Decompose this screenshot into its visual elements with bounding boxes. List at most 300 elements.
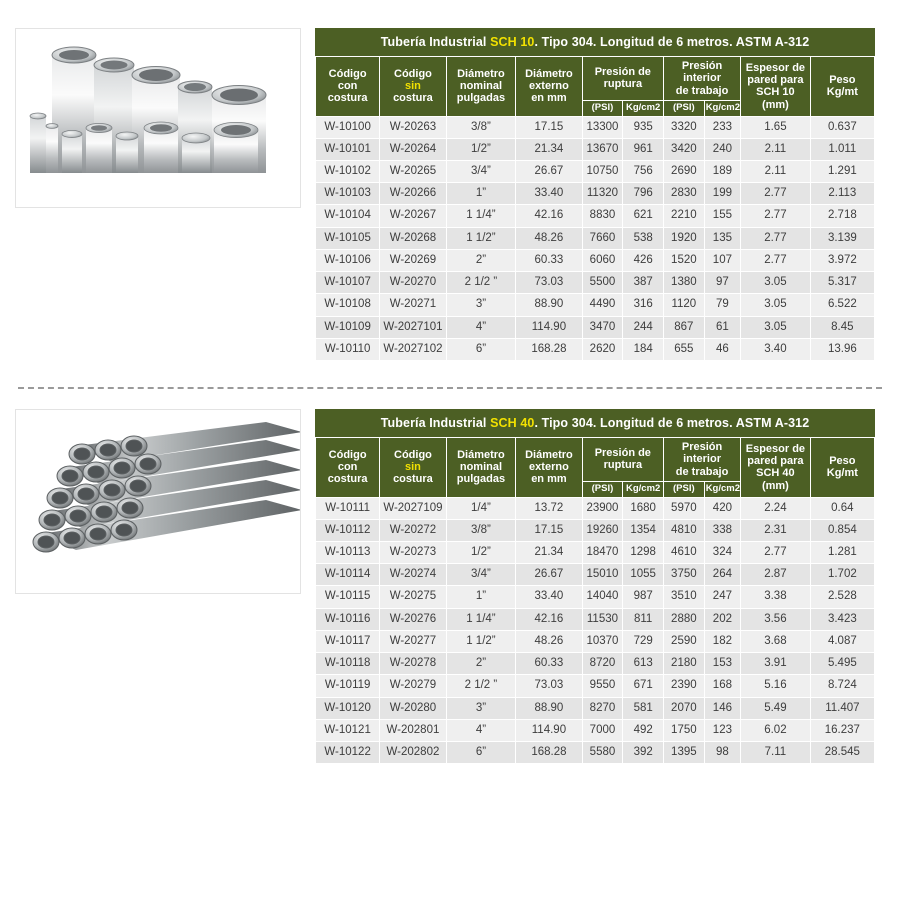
title-prefix-2: Tubería Industrial	[380, 415, 491, 430]
table-cell-c9: 16.237	[810, 719, 874, 741]
th-diametro-externo-1: Diámetro externo en mm	[516, 57, 582, 117]
table-cell-c7: 338	[704, 519, 740, 541]
table-cell-c7: 324	[704, 541, 740, 563]
espesor-top-2: Espesor de	[745, 442, 806, 455]
table-cell-c5: 987	[623, 586, 664, 608]
table-cell-c6: 2690	[664, 161, 705, 183]
table-cell-c7: 233	[704, 116, 740, 138]
table-cell-c5: 492	[623, 719, 664, 741]
table-cell-c1: W-20266	[380, 183, 446, 205]
table-cell-c3: 17.15	[516, 519, 582, 541]
table-cell-c7: 61	[704, 316, 740, 338]
table-cell-c5: 387	[623, 272, 664, 294]
table-cell-c4: 19260	[582, 519, 623, 541]
table-cell-c5: 935	[623, 116, 664, 138]
table-cell-c1: W-202802	[380, 741, 446, 763]
table-cell-c3: 88.90	[516, 697, 582, 719]
espesor-top-1: Espesor de	[745, 61, 806, 74]
table-cell-c4: 18470	[582, 541, 623, 563]
table-row	[316, 675, 875, 697]
table-cell-c2: 3/8”	[446, 519, 516, 541]
table-cell-c2: 1”	[446, 586, 516, 608]
pipe-spec-table-sch10	[315, 28, 875, 361]
table-cell-c3: 33.40	[516, 183, 582, 205]
table-cell-c6: 2070	[664, 697, 705, 719]
table-cell-c8: 5.16	[741, 675, 811, 697]
table-cell-c6: 5970	[664, 497, 705, 519]
table-cell-c4: 10750	[582, 161, 623, 183]
table-cell-c9: 2.113	[810, 183, 874, 205]
table-body-sch10	[316, 116, 875, 360]
table-cell-c0: W-10107	[316, 272, 380, 294]
table-cell-c3: 60.33	[516, 249, 582, 271]
title-highlight-2: SCH 40	[490, 415, 535, 430]
table-cell-c3: 168.28	[516, 338, 582, 360]
table-cell-c3: 114.90	[516, 719, 582, 741]
table-cell-c9: 1.291	[810, 161, 874, 183]
table-cell-c1: W-20271	[380, 294, 446, 316]
table-cell-c9: 11.407	[810, 697, 874, 719]
table-cell-c2: 3”	[446, 294, 516, 316]
table-cell-c2: 1 1/4”	[446, 205, 516, 227]
table-title-sch40	[315, 409, 875, 437]
table-cell-c5: 392	[623, 741, 664, 763]
th-presion-ruptura-1: Presión de ruptura	[582, 57, 663, 101]
table-cell-c0: W-10117	[316, 630, 380, 652]
th-sub-kgcm2-ruptura-2: Kg/cm2	[623, 481, 664, 497]
table-cell-c2: 3/8”	[446, 116, 516, 138]
table-cell-c6: 2180	[664, 653, 705, 675]
table-cell-c1: W-20272	[380, 519, 446, 541]
table-cell-c1: W-2027101	[380, 316, 446, 338]
table-cell-c0: W-10111	[316, 497, 380, 519]
table-cell-c2: 2 1/2 ”	[446, 675, 516, 697]
table-cell-c5: 1680	[623, 497, 664, 519]
pipe-bundle-illustration-2	[16, 410, 300, 593]
table-cell-c5: 756	[623, 161, 664, 183]
table-cell-c6: 3320	[664, 116, 705, 138]
th-codigo-sin-costura-2: Código sin costura	[380, 437, 446, 497]
table-row	[316, 138, 875, 160]
table-cell-c6: 1920	[664, 227, 705, 249]
table-cell-c2: 1/2”	[446, 541, 516, 563]
table-cell-c2: 1 1/4”	[446, 608, 516, 630]
table-cell-c1: W-20274	[380, 564, 446, 586]
table-cell-c9: 2.718	[810, 205, 874, 227]
th-peso-1: Peso Kg/mt	[810, 57, 874, 117]
th-sub-kgcm2-trabajo-2: Kg/cm2	[704, 481, 740, 497]
espesor-unit-1: (mm)	[761, 98, 789, 111]
table-cell-c7: 264	[704, 564, 740, 586]
th-peso-2: Peso Kg/mt	[810, 437, 874, 497]
steel-pipe-bundle-photo-1	[15, 28, 301, 208]
table-cell-c3: 21.34	[516, 541, 582, 563]
table-row	[316, 338, 875, 360]
table-cell-c5: 538	[623, 227, 664, 249]
table-cell-c4: 13670	[582, 138, 623, 160]
th-sub-psi-ruptura-2: (PSI)	[582, 481, 623, 497]
table-cell-c8: 2.24	[741, 497, 811, 519]
table-cell-c5: 426	[623, 249, 664, 271]
table-cell-c8: 6.02	[741, 719, 811, 741]
table-cell-c3: 26.67	[516, 564, 582, 586]
table-cell-c6: 2880	[664, 608, 705, 630]
table-cell-c1: W-20263	[380, 116, 446, 138]
table-cell-c8: 3.91	[741, 653, 811, 675]
table-cell-c3: 114.90	[516, 316, 582, 338]
table-cell-c2: 6”	[446, 338, 516, 360]
table-row	[316, 697, 875, 719]
table-cell-c9: 5.317	[810, 272, 874, 294]
th-sub-kgcm2-ruptura-1: Kg/cm2	[623, 100, 664, 116]
table-cell-c6: 655	[664, 338, 705, 360]
table-cell-c1: W-20269	[380, 249, 446, 271]
table-cell-c5: 671	[623, 675, 664, 697]
table-cell-c4: 7660	[582, 227, 623, 249]
table-cell-c8: 3.40	[741, 338, 811, 360]
table-cell-c2: 4”	[446, 316, 516, 338]
table-cell-c4: 5580	[582, 741, 623, 763]
table-cell-c7: 98	[704, 741, 740, 763]
table-cell-c3: 73.03	[516, 675, 582, 697]
espesor-mid-1: pared para	[747, 73, 804, 86]
table-row	[316, 316, 875, 338]
pipe-bundle-illustration-1	[16, 29, 300, 207]
table-cell-c1: W-20265	[380, 161, 446, 183]
table-cell-c3: 33.40	[516, 586, 582, 608]
table-row	[316, 719, 875, 741]
th-presion-trabajo-2: Presión interior de trabajo	[664, 437, 741, 481]
table-cell-c3: 60.33	[516, 653, 582, 675]
table-cell-c1: W-20280	[380, 697, 446, 719]
table-row	[316, 741, 875, 763]
table-cell-c4: 7000	[582, 719, 623, 741]
table-cell-c6: 3510	[664, 586, 705, 608]
title-suffix-1: . Tipo 304. Longitud de 6 metros. ASTM A-312	[534, 35, 810, 49]
table-row	[316, 116, 875, 138]
table-row	[316, 161, 875, 183]
table-cell-c5: 1298	[623, 541, 664, 563]
table-cell-c9: 1.281	[810, 541, 874, 563]
table-cell-c3: 13.72	[516, 497, 582, 519]
espesor-sch-1: SCH 10	[756, 86, 795, 99]
table-cell-c2: 3/4”	[446, 161, 516, 183]
table-cell-c1: W-20279	[380, 675, 446, 697]
table-cell-c7: 189	[704, 161, 740, 183]
table-row	[316, 183, 875, 205]
image-column-1	[0, 28, 315, 208]
table-cell-c7: 247	[704, 586, 740, 608]
table-cell-c1: W-20278	[380, 653, 446, 675]
table-cell-c1: W-20277	[380, 630, 446, 652]
table-row	[316, 249, 875, 271]
table-cell-c0: W-10120	[316, 697, 380, 719]
table-cell-c3: 48.26	[516, 227, 582, 249]
table-cell-c6: 3750	[664, 564, 705, 586]
table-cell-c9: 1.011	[810, 138, 874, 160]
table-cell-c9: 5.495	[810, 653, 874, 675]
table-cell-c8: 5.49	[741, 697, 811, 719]
table-cell-c2: 1/4”	[446, 497, 516, 519]
table-row	[316, 541, 875, 563]
table-cell-c5: 613	[623, 653, 664, 675]
table-cell-c4: 8720	[582, 653, 623, 675]
table-cell-c7: 182	[704, 630, 740, 652]
table-cell-c4: 11530	[582, 608, 623, 630]
table-cell-c9: 3.972	[810, 249, 874, 271]
table-cell-c1: W-20268	[380, 227, 446, 249]
table-row	[316, 564, 875, 586]
th-codigo-con-costura-2: Código con costura	[316, 437, 380, 497]
table-cell-c4: 6060	[582, 249, 623, 271]
table-cell-c4: 23900	[582, 497, 623, 519]
table-cell-c8: 3.38	[741, 586, 811, 608]
image-column-2	[0, 409, 315, 594]
table-cell-c7: 168	[704, 675, 740, 697]
table-cell-c1: W-20270	[380, 272, 446, 294]
section-sch10	[0, 0, 900, 361]
table-row	[316, 519, 875, 541]
table-cell-c0: W-10106	[316, 249, 380, 271]
table-cell-c3: 42.16	[516, 205, 582, 227]
table-cell-c0: W-10105	[316, 227, 380, 249]
table-cell-c3: 88.90	[516, 294, 582, 316]
table-cell-c4: 13300	[582, 116, 623, 138]
steel-pipe-bundle-photo-2	[15, 409, 301, 594]
table-cell-c8: 2.77	[741, 541, 811, 563]
th-sub-psi-ruptura-1: (PSI)	[582, 100, 623, 116]
table-cell-c9: 4.087	[810, 630, 874, 652]
table-column-2	[315, 409, 900, 764]
title-suffix-2: . Tipo 304. Longitud de 6 metros. ASTM A-312	[534, 415, 810, 430]
title-highlight-1: SCH 10	[490, 35, 535, 49]
table-cell-c0: W-10104	[316, 205, 380, 227]
table-cell-c8: 2.87	[741, 564, 811, 586]
table-cell-c7: 123	[704, 719, 740, 741]
table-cell-c3: 21.34	[516, 138, 582, 160]
th-diametro-nominal-2: Diámetro nominal pulgadas	[446, 437, 516, 497]
table-row	[316, 294, 875, 316]
table-cell-c2: 4”	[446, 719, 516, 741]
table-cell-c5: 244	[623, 316, 664, 338]
table-cell-c6: 2590	[664, 630, 705, 652]
table-cell-c8: 3.68	[741, 630, 811, 652]
table-cell-c1: W-2027109	[380, 497, 446, 519]
table-cell-c7: 135	[704, 227, 740, 249]
pipes-vector-2	[16, 410, 301, 594]
table-cell-c8: 3.05	[741, 272, 811, 294]
pipe-spec-table-sch40	[315, 409, 875, 764]
table-cell-c2: 2”	[446, 653, 516, 675]
table-column-1	[315, 28, 900, 361]
table-cell-c8: 3.56	[741, 608, 811, 630]
table-cell-c1: W-202801	[380, 719, 446, 741]
table-cell-c8: 2.77	[741, 183, 811, 205]
header-row-main-2	[316, 437, 875, 481]
table-cell-c9: 3.139	[810, 227, 874, 249]
table-cell-c8: 2.11	[741, 138, 811, 160]
table-cell-c6: 4810	[664, 519, 705, 541]
table-cell-c2: 1 1/2”	[446, 630, 516, 652]
table-cell-c0: W-10103	[316, 183, 380, 205]
table-cell-c1: W-2027102	[380, 338, 446, 360]
th-presion-trabajo-1: Presión interior de trabajo	[664, 57, 741, 101]
table-cell-c6: 2210	[664, 205, 705, 227]
table-cell-c6: 2830	[664, 183, 705, 205]
table-cell-c2: 3/4”	[446, 564, 516, 586]
table-cell-c1: W-20275	[380, 586, 446, 608]
table-cell-c0: W-10108	[316, 294, 380, 316]
table-cell-c2: 1/2”	[446, 138, 516, 160]
table-cell-c9: 8.724	[810, 675, 874, 697]
th-sub-psi-trabajo-1: (PSI)	[664, 100, 705, 116]
table-cell-c9: 1.702	[810, 564, 874, 586]
table-cell-c9: 13.96	[810, 338, 874, 360]
table-cell-c9: 28.545	[810, 741, 874, 763]
table-cell-c5: 811	[623, 608, 664, 630]
table-cell-c7: 97	[704, 272, 740, 294]
table-cell-c3: 26.67	[516, 161, 582, 183]
th-sub-kgcm2-trabajo-1: Kg/cm2	[704, 100, 740, 116]
table-row	[316, 630, 875, 652]
table-cell-c1: W-20264	[380, 138, 446, 160]
table-cell-c5: 621	[623, 205, 664, 227]
table-cell-c2: 3”	[446, 697, 516, 719]
th-espesor-pared-2	[741, 437, 811, 497]
table-cell-c4: 8270	[582, 697, 623, 719]
table-cell-c0: W-10110	[316, 338, 380, 360]
table-cell-c6: 2390	[664, 675, 705, 697]
table-row	[316, 227, 875, 249]
table-cell-c6: 3420	[664, 138, 705, 160]
table-cell-c8: 3.05	[741, 294, 811, 316]
table-cell-c7: 79	[704, 294, 740, 316]
table-cell-c0: W-10114	[316, 564, 380, 586]
table-cell-c6: 1120	[664, 294, 705, 316]
table-row	[316, 497, 875, 519]
table-cell-c7: 46	[704, 338, 740, 360]
th-codigo-con-costura-1: Código con costura	[316, 57, 380, 117]
table-cell-c6: 4610	[664, 541, 705, 563]
table-cell-c0: W-10113	[316, 541, 380, 563]
table-cell-c3: 73.03	[516, 272, 582, 294]
table-cell-c0: W-10119	[316, 675, 380, 697]
espesor-sch-2: SCH 40	[756, 467, 795, 480]
table-cell-c6: 1380	[664, 272, 705, 294]
espesor-mid-2: pared para	[747, 454, 804, 467]
table-cell-c5: 729	[623, 630, 664, 652]
table-title-sch10	[315, 28, 875, 56]
table-cell-c4: 11320	[582, 183, 623, 205]
table-cell-c0: W-10100	[316, 116, 380, 138]
table-cell-c0: W-10102	[316, 161, 380, 183]
table-cell-c3: 168.28	[516, 741, 582, 763]
table-cell-c5: 581	[623, 697, 664, 719]
table-cell-c2: 2”	[446, 249, 516, 271]
table-cell-c9: 0.854	[810, 519, 874, 541]
table-cell-c8: 3.05	[741, 316, 811, 338]
table-cell-c4: 15010	[582, 564, 623, 586]
th-presion-ruptura-2: Presión de ruptura	[582, 437, 663, 481]
table-cell-c3: 17.15	[516, 116, 582, 138]
espesor-unit-2: (mm)	[761, 479, 789, 492]
table-cell-c9: 0.64	[810, 497, 874, 519]
table-cell-c0: W-10116	[316, 608, 380, 630]
table-cell-c0: W-10109	[316, 316, 380, 338]
table-cell-c4: 3470	[582, 316, 623, 338]
th-sub-psi-trabajo-2: (PSI)	[664, 481, 705, 497]
table-cell-c0: W-10121	[316, 719, 380, 741]
table-cell-c8: 1.65	[741, 116, 811, 138]
table-cell-c7: 199	[704, 183, 740, 205]
table-cell-c5: 796	[623, 183, 664, 205]
table-row	[316, 608, 875, 630]
table-row	[316, 653, 875, 675]
table-cell-c3: 42.16	[516, 608, 582, 630]
table-cell-c3: 48.26	[516, 630, 582, 652]
table-cell-c5: 184	[623, 338, 664, 360]
table-cell-c5: 961	[623, 138, 664, 160]
table-row	[316, 272, 875, 294]
table-cell-c1: W-20273	[380, 541, 446, 563]
table-cell-c7: 420	[704, 497, 740, 519]
table-cell-c7: 146	[704, 697, 740, 719]
table-cell-c0: W-10122	[316, 741, 380, 763]
table-cell-c4: 5500	[582, 272, 623, 294]
table-body-sch40	[316, 497, 875, 764]
table-cell-c5: 1354	[623, 519, 664, 541]
table-cell-c4: 2620	[582, 338, 623, 360]
table-cell-c5: 316	[623, 294, 664, 316]
table-cell-c4: 9550	[582, 675, 623, 697]
table-cell-c4: 8830	[582, 205, 623, 227]
title-prefix-1: Tubería Industrial	[380, 35, 491, 49]
table-cell-c8: 2.77	[741, 249, 811, 271]
table-cell-c9: 2.528	[810, 586, 874, 608]
table-cell-c0: W-10115	[316, 586, 380, 608]
table-cell-c7: 153	[704, 653, 740, 675]
th-espesor-pared-1	[741, 57, 811, 117]
table-cell-c9: 3.423	[810, 608, 874, 630]
table-cell-c4: 4490	[582, 294, 623, 316]
table-cell-c7: 202	[704, 608, 740, 630]
table-row	[316, 586, 875, 608]
section-sch40	[0, 389, 900, 764]
table-cell-c9: 6.522	[810, 294, 874, 316]
table-cell-c8: 2.31	[741, 519, 811, 541]
table-cell-c7: 240	[704, 138, 740, 160]
table-cell-c2: 1 1/2”	[446, 227, 516, 249]
table-cell-c6: 1750	[664, 719, 705, 741]
table-cell-c2: 2 1/2 ”	[446, 272, 516, 294]
header-row-main-1	[316, 57, 875, 101]
table-cell-c7: 107	[704, 249, 740, 271]
table-cell-c0: W-10101	[316, 138, 380, 160]
table-cell-c7: 155	[704, 205, 740, 227]
table-cell-c4: 10370	[582, 630, 623, 652]
table-cell-c2: 6”	[446, 741, 516, 763]
th-diametro-nominal-1: Diámetro nominal pulgadas	[446, 57, 516, 117]
table-cell-c0: W-10112	[316, 519, 380, 541]
th-diametro-externo-2: Diámetro externo en mm	[516, 437, 582, 497]
table-cell-c6: 1520	[664, 249, 705, 271]
table-cell-c5: 1055	[623, 564, 664, 586]
table-cell-c6: 867	[664, 316, 705, 338]
table-cell-c8: 2.77	[741, 205, 811, 227]
table-cell-c8: 7.11	[741, 741, 811, 763]
table-cell-c8: 2.77	[741, 227, 811, 249]
table-cell-c6: 1395	[664, 741, 705, 763]
